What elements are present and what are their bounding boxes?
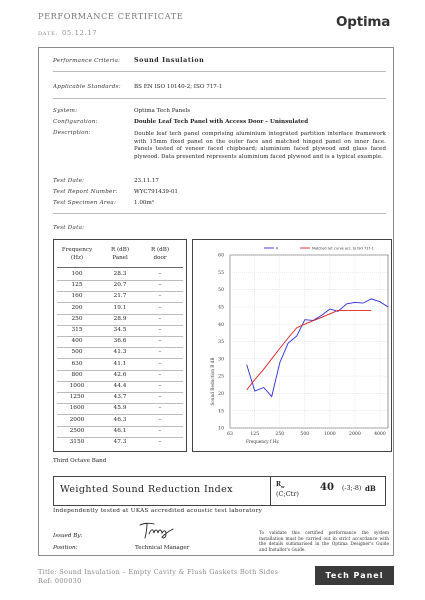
table-cell-door: – xyxy=(158,371,162,378)
rating-symbol-letter: R xyxy=(276,481,281,488)
table-cell-panel: 28.3 xyxy=(113,271,127,277)
table-cell-panel: 45.9 xyxy=(113,405,127,412)
col-door-header xyxy=(140,247,180,262)
rating-title: Weighted Sound Reduction Index xyxy=(60,484,233,495)
table-row-divider xyxy=(57,347,183,348)
y-axis-label: Sound Reduction R dB xyxy=(210,357,215,406)
system-value: Optima Tech Panels xyxy=(134,108,191,114)
ukas-statement: Independently tested at UKAS accredited acoustic test laboratory xyxy=(53,508,263,514)
table-cell-frequency: 125 xyxy=(71,282,83,289)
table-cell-panel: 47.3 xyxy=(113,439,127,445)
y-tick-label: 15 xyxy=(218,409,224,415)
table-cell-door: – xyxy=(158,338,162,345)
table-row-divider xyxy=(57,291,183,292)
table-cell-frequency: 800 xyxy=(71,371,83,378)
table-cell-door: – xyxy=(158,405,162,412)
validation-note: To validate this certified performance the system installation must be carried out in strict accordance with the details summarised in the Optima Designer's Guide and Installer's Guide. xyxy=(259,531,389,553)
table-cell-panel: 46.3 xyxy=(113,416,127,423)
rating-symbol xyxy=(276,481,284,489)
y-tick-label: 20 xyxy=(218,392,224,397)
standards-label: Applicable Standards: xyxy=(53,84,121,90)
report-number-label: Test Report Number: xyxy=(53,189,118,195)
certificate-title: PERFORMANCE CERTIFICATE xyxy=(38,11,184,21)
table-cell-door: – xyxy=(158,394,162,401)
footer-ref: Ref: 000030 xyxy=(38,577,82,585)
table-cell-door: – xyxy=(158,349,162,356)
configuration-value: Double Leaf Tech Panel with Access Door – Uninsulated xyxy=(134,119,309,125)
table-row-divider xyxy=(57,426,183,427)
table-row-divider xyxy=(57,314,183,315)
table-cell-door: – xyxy=(158,304,162,311)
test-data-label: Test Data: xyxy=(53,225,85,231)
x-axis-label: Frequency f Hz xyxy=(246,439,279,444)
x-tick-label: 500 xyxy=(300,432,310,437)
table-row-divider xyxy=(57,381,183,382)
table-cell-panel: 19.1 xyxy=(113,304,127,311)
table-cell-frequency: 3150 xyxy=(69,439,85,445)
col-frequency-unit: (Hz) xyxy=(70,254,84,261)
issued-by-label: Issued By: xyxy=(53,533,83,539)
table-row-divider xyxy=(57,403,183,404)
table-row-divider xyxy=(57,280,183,281)
configuration-label: Configuration: xyxy=(53,119,98,125)
date-value: 05.12.17 xyxy=(62,29,98,37)
table-cell-panel: 36.6 xyxy=(113,338,127,345)
table-row-divider xyxy=(57,370,183,371)
position-value: Technical Manager xyxy=(135,545,190,551)
optima-logo: Optima xyxy=(336,14,391,30)
date-label: DATE: xyxy=(38,31,59,37)
y-tick-label: 25 xyxy=(218,374,224,380)
table-row-divider xyxy=(57,358,183,359)
table-cell-frequency: 1250 xyxy=(69,394,85,401)
table-cell-panel: 43.7 xyxy=(113,394,127,401)
table-cell-frequency: 200 xyxy=(71,304,83,311)
table-cell-panel: 41.3 xyxy=(113,349,127,356)
col-frequency-title: Frequency xyxy=(61,247,93,253)
table-cell-frequency: 400 xyxy=(71,338,83,345)
rating-value: 40 xyxy=(320,482,334,493)
col-frequency-header xyxy=(57,247,97,262)
standards-value: BS EN ISO 10140-2; ISO 717-1 xyxy=(134,84,223,90)
table-row-divider xyxy=(57,302,183,303)
table-cell-door: – xyxy=(158,383,162,389)
product-tag: Tech Panel xyxy=(315,566,394,585)
col-door-title: R (dB) xyxy=(150,247,170,253)
rating-symbol-sub: w xyxy=(281,484,285,490)
legend-label: R xyxy=(276,246,279,251)
col-door-sub: door xyxy=(153,254,167,261)
table-cell-door: – xyxy=(158,360,162,367)
criteria-label: Performance Criteria: xyxy=(53,58,121,64)
col-panel-title: R (dB) xyxy=(110,247,130,253)
position-label: Position: xyxy=(53,545,78,551)
y-tick-label: 50 xyxy=(218,288,224,294)
divider xyxy=(53,213,386,214)
table-cell-door: – xyxy=(158,416,162,423)
certificate-date xyxy=(38,29,97,37)
table-cell-panel: 44.4 xyxy=(113,383,127,389)
x-tick-label: 2000 xyxy=(349,432,361,437)
table-row-divider xyxy=(57,437,183,438)
table-cell-frequency: 100 xyxy=(71,271,83,277)
table-cell-panel: 42.6 xyxy=(113,371,127,378)
table-cell-door: – xyxy=(158,439,162,445)
table-cell-panel: 28.9 xyxy=(113,315,127,322)
table-cell-door: – xyxy=(158,327,162,333)
table-cell-frequency: 1600 xyxy=(69,405,85,412)
table-row-divider xyxy=(57,325,183,326)
table-cell-frequency: 250 xyxy=(71,315,83,322)
description-text: Double leaf tech panel comprising aluminium integrated partition interface framework with 15mm fixed panel on the outer face and matched hinged panel on inner face. Panels tested of veneer faced chipboard; aluminium faced plywood and glass faced plywood. Data presented represents aluminium faced plywood and is a typical example. xyxy=(134,131,386,160)
table-cell-frequency: 630 xyxy=(71,360,83,367)
y-tick-label: 10 xyxy=(218,426,224,432)
rating-corrections-label: (C;Ctr) xyxy=(276,490,299,498)
table-cell-door: – xyxy=(158,315,162,322)
y-tick-label: 45 xyxy=(218,305,224,311)
table-cell-panel: 20.7 xyxy=(113,282,127,289)
table-cell-door: – xyxy=(158,271,162,277)
y-tick-label: 35 xyxy=(218,340,224,346)
criteria-value: Sound Insulation xyxy=(134,57,205,64)
divider xyxy=(53,71,386,72)
table-cell-panel: 21.7 xyxy=(113,293,127,300)
table-cell-panel: 41.1 xyxy=(113,360,127,367)
x-tick-label: 125 xyxy=(250,432,260,437)
x-tick-label: 4000 xyxy=(374,432,386,437)
x-tick-label: 250 xyxy=(275,432,285,437)
table-cell-frequency: 2500 xyxy=(69,427,85,434)
table-cell-frequency: 1000 xyxy=(69,383,85,389)
table-cell-door: – xyxy=(158,293,162,300)
description-label: Description: xyxy=(53,130,91,136)
system-label: System: xyxy=(53,108,78,114)
legend-label: Matched ref. curve acc. to ISO 717-1 xyxy=(312,246,374,251)
report-number-value: WYC791439-01 xyxy=(134,189,178,195)
divider xyxy=(53,98,386,99)
x-tick-label: 63 xyxy=(227,432,233,437)
table-cell-door: – xyxy=(158,427,162,434)
test-date-label: Test Date: xyxy=(53,178,85,184)
y-tick-label: 40 xyxy=(218,322,224,328)
footer-title: Title: Sound Insulation – Empty Cavity & Flush Gaskets Both Sides xyxy=(38,568,279,576)
table-cell-frequency: 160 xyxy=(71,293,83,300)
sound-reduction-chart xyxy=(192,239,392,452)
y-tick-label: 55 xyxy=(218,270,224,276)
signature-image xyxy=(138,520,178,540)
rating-divider xyxy=(270,476,271,506)
table-cell-frequency: 500 xyxy=(71,349,83,356)
table-cell-door: – xyxy=(158,282,162,289)
rating-unit: dB xyxy=(365,484,376,493)
test-date-value: 23.11.17 xyxy=(134,178,159,184)
x-tick-label: 1000 xyxy=(324,432,336,437)
table-cell-panel: 46.1 xyxy=(113,427,127,434)
table-header-divider xyxy=(57,267,183,268)
y-tick-label: 30 xyxy=(218,357,224,363)
table-row-divider xyxy=(57,336,183,337)
specimen-area-label: Test Specimen Area: xyxy=(53,200,117,206)
table-cell-frequency: 2000 xyxy=(69,416,85,423)
table-cell-frequency: 315 xyxy=(71,327,83,333)
table-cell-panel: 34.5 xyxy=(113,327,127,333)
specimen-area-value: 1.00m² xyxy=(134,200,155,206)
table-row-divider xyxy=(57,392,183,393)
col-panel-header xyxy=(100,247,140,262)
y-tick-label: 60 xyxy=(218,253,224,259)
table-row-divider xyxy=(57,414,183,415)
band-note: Third Octave Band xyxy=(53,458,107,464)
rating-corrections: (-3;-8) xyxy=(342,485,362,492)
col-panel-sub: Panel xyxy=(112,254,128,261)
